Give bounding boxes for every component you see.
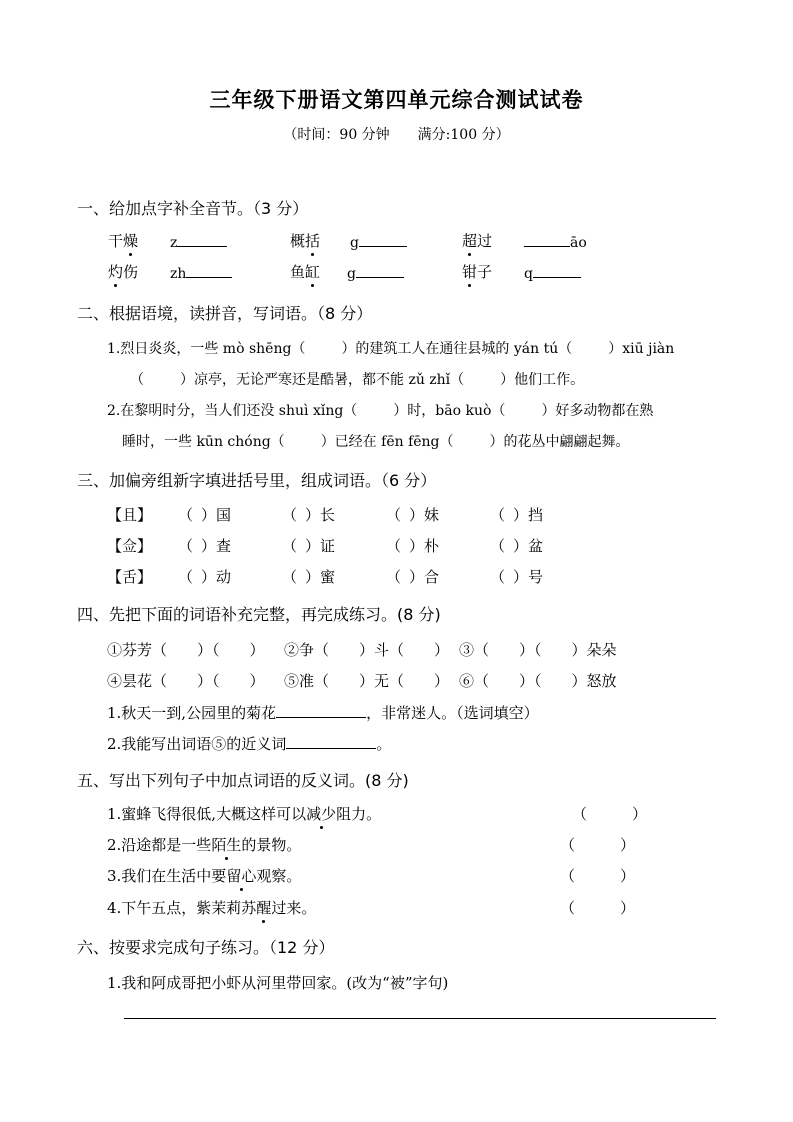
- s1-item-3: 超过: [462, 232, 493, 250]
- s4-question-1: 1.秋天一到,公园里的菊花 ，非常迷人。（选词填空）: [107, 704, 539, 722]
- s1-blank-5[interactable]: g: [347, 263, 404, 282]
- s1-blank-4[interactable]: zh: [170, 263, 232, 282]
- s5-answer-4[interactable]: （ ）: [560, 899, 636, 917]
- section-3-heading: 三、加偏旁组新字填进括号里，组成词语。（6 分）: [77, 471, 437, 490]
- s5-question-3: 3.我们在生活中要留心观察。: [107, 867, 302, 885]
- s1-blank-2[interactable]: g: [350, 232, 407, 251]
- s1-item-4: 灼伤: [108, 263, 139, 281]
- s4-q1-blank[interactable]: [276, 703, 366, 718]
- s4-word-3[interactable]: ③（ ）（ ）朵朵: [459, 641, 617, 659]
- s1-item-1: 干燥: [108, 232, 139, 250]
- s6-answer-line[interactable]: [124, 1018, 716, 1019]
- s3-cell[interactable]: （ ）妹: [386, 506, 440, 524]
- s3-cell[interactable]: （ ）蜜: [282, 568, 336, 586]
- s4-word-1[interactable]: ①芬芳（ ）（ ）: [107, 641, 265, 659]
- s3-cell[interactable]: （ ）长: [282, 506, 336, 524]
- s3-cell[interactable]: （ ）盆: [490, 537, 544, 555]
- s3-key-1: 【且】: [107, 506, 153, 524]
- s1-blank-1[interactable]: z: [170, 232, 227, 251]
- s4-word-2[interactable]: ②争（ ）斗（ ）: [284, 641, 450, 659]
- s2-line-3: 2.在黎明时分，当人们还没 shuì xǐng（ ）时，bāo kuò（ ）好多动物都在熟: [107, 403, 654, 419]
- s3-cell[interactable]: （ ）查: [178, 537, 232, 555]
- s4-question-2: 2.我能写出词语⑤的近义词 。: [107, 735, 392, 753]
- s4-word-4[interactable]: ④昙花（ ）（ ）: [107, 672, 265, 690]
- section-6-heading: 六、按要求完成句子练习。（12 分）: [77, 938, 335, 957]
- s2-line-1: 1.烈日炎炎，一些 mò shēng（ ）的建筑工人在通往县城的 yán tú（ ）xiū jiàn: [107, 341, 675, 357]
- s5-question-2: 2.沿途都是一些陌生的景物。: [107, 836, 302, 854]
- s3-cell[interactable]: （ ）号: [490, 568, 544, 586]
- s4-q2-blank[interactable]: [286, 734, 376, 749]
- page-title: 三年级下册语文第四单元综合测试试卷: [209, 88, 584, 112]
- s1-item-5: 鱼缸: [290, 263, 321, 281]
- section-5-heading: 五、写出下列句子中加点词语的反义词。(8 分): [77, 771, 409, 790]
- s5-answer-1[interactable]: （ ）: [572, 805, 648, 823]
- s3-cell[interactable]: （ ）合: [386, 568, 440, 586]
- s5-answer-2[interactable]: （ ）: [560, 836, 636, 854]
- section-1-heading: 一、给加点字补全音节。（3 分）: [77, 199, 309, 218]
- s6-question-1: 1.我和阿成哥把小虾从河里带回家。(改为“被”字句): [107, 974, 449, 992]
- s1-item-6: 钳子: [462, 263, 493, 281]
- s4-word-6[interactable]: ⑥（ ）（ ）怒放: [459, 672, 617, 690]
- s2-line-4: 睡时，一些 kūn chóng（ ）已经在 fēn fēng（ ）的花丛中翩翩起舞。: [122, 434, 630, 450]
- exam-info: （时间：90 分钟 满分:100 分）: [283, 127, 510, 143]
- s3-cell[interactable]: （ ）国: [178, 506, 232, 524]
- s5-answer-3[interactable]: （ ）: [560, 867, 636, 885]
- section-4-heading: 四、先把下面的词语补充完整，再完成练习。(8 分): [77, 605, 441, 624]
- s3-key-3: 【舌】: [107, 568, 153, 586]
- s1-blank-6[interactable]: q: [524, 263, 581, 282]
- s1-blank-3[interactable]: āo: [524, 232, 587, 251]
- s1-item-2: 概括: [290, 232, 321, 250]
- s3-cell[interactable]: （ ）证: [282, 537, 336, 555]
- s3-cell[interactable]: （ ）挡: [490, 506, 544, 524]
- section-2-heading: 二、根据语境，读拼音，写词语。（8 分）: [77, 304, 373, 323]
- s3-key-2: 【佥】: [107, 537, 153, 555]
- s4-word-5[interactable]: ⑤准（ ）无（ ）: [284, 672, 450, 690]
- s5-question-4: 4.下午五点，紫茉莉苏醒过来。: [107, 899, 317, 917]
- s2-line-2: （ ）凉亭，无论严寒还是酷暑，都不能 zǔ zhǐ（ ）他们工作。: [130, 372, 585, 388]
- s3-cell[interactable]: （ ）动: [178, 568, 232, 586]
- s3-cell[interactable]: （ ）朴: [386, 537, 440, 555]
- s5-question-1: 1.蜜蜂飞得很低,大概这样可以减少阻力。: [107, 805, 382, 823]
